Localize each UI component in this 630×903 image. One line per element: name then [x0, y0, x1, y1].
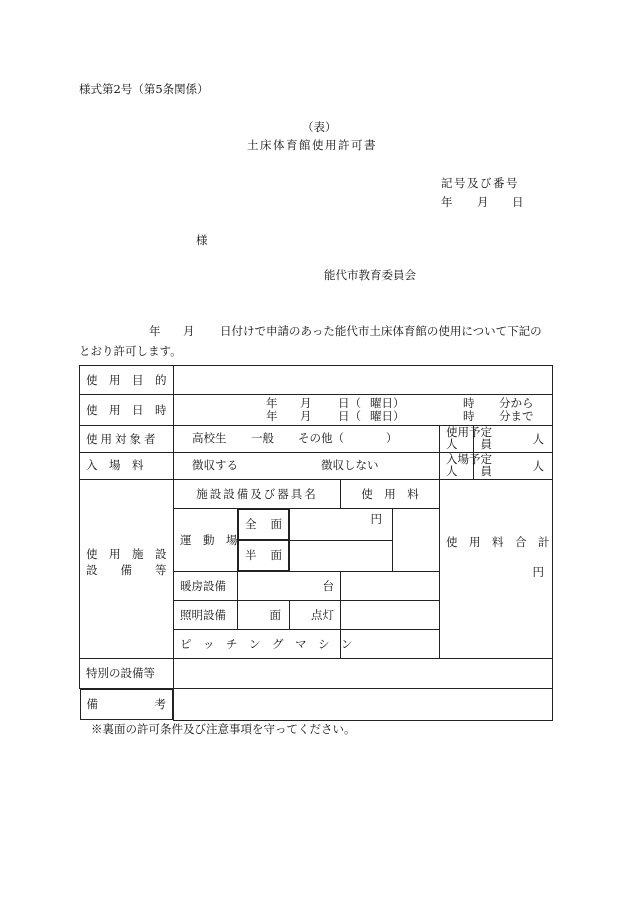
remarks-field[interactable] [174, 689, 553, 721]
lighting-area[interactable]: 面 [238, 601, 290, 630]
target-options[interactable]: 高校生 一般 その他（ ） [174, 426, 440, 453]
record-number-label: 記号及び番号 [441, 176, 519, 190]
facility-header: 施設設備及び器具名 [174, 480, 341, 509]
intro-text-line2: とおり許可します。 [79, 344, 182, 358]
issue-date-year: 年 [441, 195, 453, 209]
fee-total[interactable]: 使 用 料 合 計 円 [440, 480, 553, 659]
admission-label: 入 場 料 [80, 453, 174, 480]
expected-visitors-label: 入場予定 人 員 [440, 453, 474, 480]
addressee-suffix: 様 [196, 233, 208, 247]
lighting-on[interactable]: 点灯 [290, 601, 341, 630]
expected-visitors-field[interactable]: 人 [474, 453, 553, 480]
intro-year: 年 [149, 324, 161, 338]
half-area-label: 半 面 [238, 540, 289, 571]
intro-month: 月 [183, 324, 195, 338]
fee-header: 使 用 料 [341, 480, 440, 509]
half-area-fee[interactable] [290, 540, 393, 572]
permit-table [79, 365, 553, 721]
remarks-label: 備 考 [80, 689, 174, 720]
heating-label: 暖房設備 [174, 572, 238, 601]
full-area-fee[interactable]: 円 [290, 509, 393, 541]
admission-options[interactable]: 徴収する 徴収しない [174, 453, 440, 480]
pitching-machine-fee[interactable] [341, 630, 440, 659]
pitching-machine-label: ピ ッ チ ン グ マ シ ン [174, 630, 341, 659]
lighting-label: 照明設備 [174, 601, 238, 630]
expected-users-label: 使用予定 人 員 [440, 426, 474, 453]
expected-users-field[interactable]: 人 [474, 426, 553, 453]
datetime-field[interactable]: 年 月 日（ 曜日） 時 分から 年 月 日（ 曜日） 時 分まで [174, 395, 553, 426]
facility-label: 使 用 施 設 設 備 等 [80, 480, 174, 659]
issuer-name: 能代市教育委員会 [324, 268, 416, 282]
heating-fee[interactable] [341, 572, 440, 601]
datetime-label: 使 用 日 時 [80, 395, 174, 426]
intro-text: 日付けで申請のあった能代市土床体育館の使用について下記の [220, 324, 542, 338]
heating-units[interactable]: 台 [238, 572, 341, 601]
side-label: （表） [302, 120, 337, 134]
target-label: 使用対象者 [80, 426, 174, 453]
special-equipment-label: 特別の設備等 [80, 659, 174, 689]
footer-note: ※裏面の許可条件及び注意事項を守ってください。 [91, 722, 356, 736]
purpose-field[interactable] [174, 366, 553, 395]
document-title: 土床体育館使用許可書 [247, 138, 377, 152]
sports-field-label: 運 動 場 [174, 509, 238, 572]
issue-date-month: 月 [477, 195, 489, 209]
form-number: 様式第2号（第5条関係） [79, 82, 209, 96]
issue-date-day: 日 [512, 195, 524, 209]
purpose-label: 使 用 目 的 [80, 366, 174, 395]
lighting-fee[interactable] [341, 601, 440, 630]
full-area-label: 全 面 [238, 509, 289, 540]
special-equipment-field[interactable] [174, 659, 553, 689]
